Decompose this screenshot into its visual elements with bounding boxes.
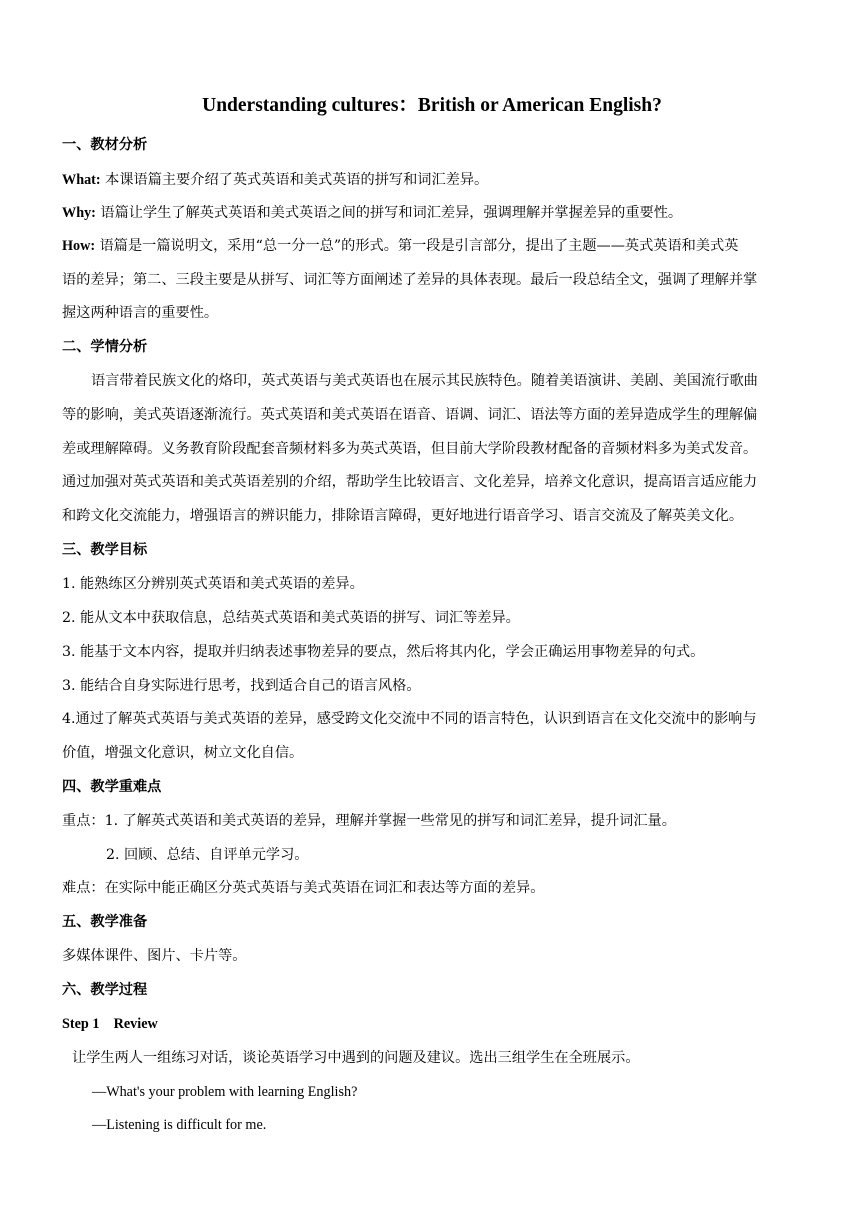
how-label: How: [62,238,96,254]
learner-analysis-line: 语言带着民族文化的烙印，英式英语与美式英语也在展示其民族特色。随着美语演讲、美剧、美国流行歌曲 [91,373,758,389]
dialog-line: —What's your problem with learning English? [92,1084,358,1100]
objective-item: 3. 能结合自身实际进行思考，找到适合自己的语言风格。 [62,678,421,694]
objective-item: 1. 能熟练区分辨别英式英语和美式英语的差异。 [62,576,364,592]
how-text: 语篇是一篇说明文，采用“总一分一总”的形式。第一段是引言部分，提出了主题——英式英语和美式英 [95,238,739,254]
section-heading-learner-analysis: 二、学情分析 [62,339,148,355]
step-1-text: 让学生两人一组练习对话，谈论英语学习中遇到的问题及建议。选出三组学生在全班展示。 [72,1050,640,1066]
objective-item-continued: 价值，增强文化意识，树立文化自信。 [62,745,304,761]
key-point-2: 2. 回顾、总结、自评单元学习。 [106,847,309,863]
how-paragraph-line: 握这两种语言的重要性。 [62,305,219,321]
learner-analysis-line: 等的影响，美式英语逐渐流行。英式英语和美式英语在语音、语调、词汇、语法等方面的差异造成学生的理解偏 [62,407,758,423]
objective-item: 4.通过了解英式英语与美式英语的差异，感受跨文化交流中不同的语言特色，认识到语言在文化交流中的影响与 [62,711,757,727]
learner-analysis-line: 差或理解障碍。义务教育阶段配套音频材料多为英式英语，但目前大学阶段教材配备的音频材料多为美式发音。 [62,441,758,457]
step-1-label: Step 1 Review [62,1016,158,1032]
what-paragraph [62,170,802,190]
why-label: Why: [62,205,96,221]
objective-item: 2. 能从文本中获取信息，总结英式英语和美式英语的拼写、词汇等差异。 [62,610,520,626]
how-paragraph-line [62,236,802,256]
learner-analysis-line: 通过加强对英式英语和美式英语差别的介绍，帮助学生比较语言、文化差异，培养文化意识，提高语言适应能力 [62,474,758,490]
what-text: 本课语篇主要介绍了英式英语和美式英语的拼写和词汇差异。 [100,172,489,188]
section-heading-textbook-analysis: 一、教材分析 [62,137,148,153]
preparation-text: 多媒体课件、图片、卡片等。 [62,948,247,964]
how-paragraph-line: 语的差异；第二、三段主要是从拼写、词汇等方面阐述了差异的具体表现。最后一段总结全文，强调了理解并掌 [62,272,758,288]
key-point-1: 重点：1. 了解英式英语和美式英语的差异，理解并掌握一些常见的拼写和词汇差异，提升词汇量。 [62,813,676,829]
section-heading-teaching-process: 六、教学过程 [62,982,148,998]
section-heading-teaching-objectives: 三、教学目标 [62,542,148,558]
learner-analysis-line: 和跨文化交流能力，增强语言的辨识能力，排除语言障碍，更好地进行语音学习、语言交流及了解英美文化。 [62,508,744,524]
what-label: What: [62,172,101,188]
document-title: Understanding cultures：British or American English? [202,95,662,116]
why-text: 语篇让学生了解英式英语和美式英语之间的拼写和词汇差异，强调理解并掌握差异的重要性。 [95,205,683,221]
objective-item: 3. 能基于文本内容，提取并归纳表述事物差异的要点，然后将其内化，学会正确运用事物差异的句式。 [62,644,705,660]
dialog-line: —Listening is difficult for me. [92,1117,267,1133]
difficult-point: 难点：在实际中能正确区分英式英语与美式英语在词汇和表达等方面的差异。 [62,880,545,896]
section-heading-key-difficult-points: 四、教学重难点 [62,779,162,795]
why-paragraph [62,203,802,223]
section-heading-preparation: 五、教学准备 [62,914,148,930]
